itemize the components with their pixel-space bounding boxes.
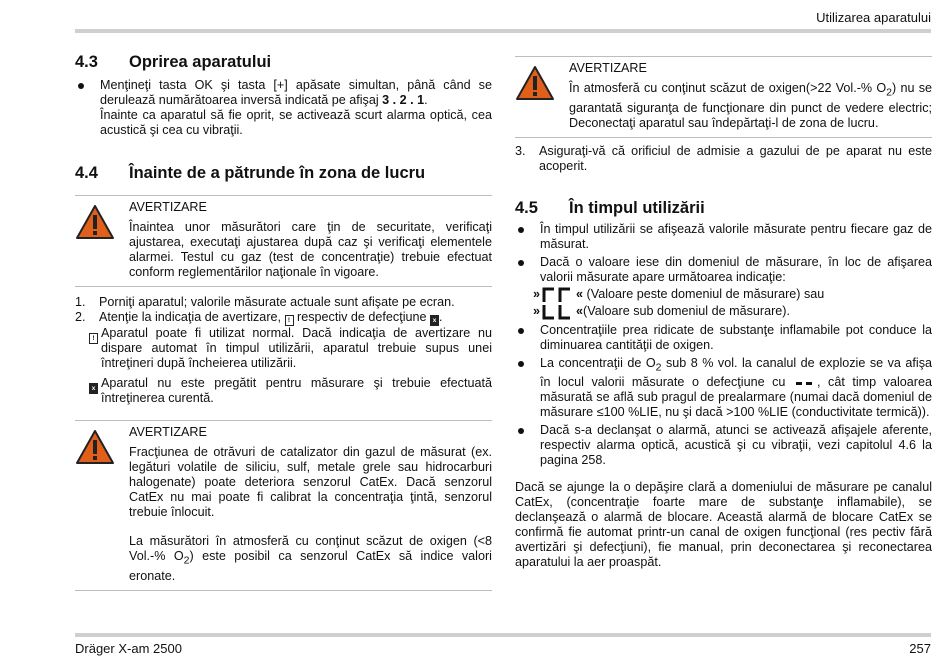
warning-box xyxy=(75,195,492,287)
warning-title: AVERTIZARE xyxy=(129,425,207,439)
list-item: Dacă s-a declanşat o alarmă, atunci se activează afişajele aferente, respectiv alarma optică, acustică şi cu vibraţii, vezi capitolul 4.6 la pagina 258. xyxy=(515,423,932,468)
section-4-3-heading: 4.3 Oprirea aparatului xyxy=(75,53,272,71)
top-rule xyxy=(75,29,931,33)
running-header: Utilizarea aparatului xyxy=(816,10,931,25)
right-column xyxy=(515,52,932,570)
dash-dash-icon xyxy=(795,379,815,387)
warning-text: Înaintea unor măsurători care ţin de securitate, verificaţi ajustarea, executaţi ajustarea după caz şi verificaţi elementele alarmei. Testul cu gaz (test de concentraţie) trebuie efectuat conform reglementărilor naţionale în vigoare. xyxy=(129,220,492,279)
warning-triangle-icon xyxy=(75,425,129,584)
fault-box-icon: x xyxy=(89,383,98,394)
warning-text: La măsurători în atmosferă cu conţinut scăzut de oxigen (<8 Vol.-% $O_2$) este posibil ca senzorul CatEx să indice valori eronate. xyxy=(129,534,492,583)
list-item: Dacă o valoare iese din domeniul de măsurare, în loc de afişarea valorii măsurate apare următoarea indicaţie: xyxy=(515,255,932,285)
warning-box-icon: ! xyxy=(285,315,294,326)
list-item: La concentraţii de $O_2$ sub 8 % vol. la canalul de explozie se va afişa în locul valorii măsurate o defecţiune cu , cât timp valoarea măsurată se află sub pragul de prealarmare (numai dacă domeniul de măsurare ≤100 %LIE, nu şi dacă >100 %LIE (conductivitate termică)). xyxy=(515,356,932,421)
section-4-3-list xyxy=(75,78,492,138)
over-range-icon xyxy=(542,287,574,303)
section-4-4-heading: 4.4 Înainte de a pătrunde în zona de lucru xyxy=(75,164,426,182)
list-item: 3. Asiguraţi-vă că orificiul de admisie a gazului de pe aparat nu este acoperit. xyxy=(515,143,932,173)
section-4-5-list xyxy=(515,323,932,469)
under-range-indicator: » « (Valoare sub domeniul de măsurare). xyxy=(533,304,790,319)
page-number: 257 xyxy=(909,641,931,656)
footer-product: Dräger X-am 2500 xyxy=(75,641,182,656)
warning-triangle-icon xyxy=(75,200,129,280)
section-4-5-heading: 4.5 În timpul utilizării xyxy=(515,198,705,217)
under-range-icon xyxy=(542,304,574,320)
warning-box-icon: ! xyxy=(89,333,98,344)
bottom-rule xyxy=(75,633,931,637)
left-column xyxy=(75,52,492,591)
warning-box xyxy=(75,420,492,591)
warning-triangle-icon xyxy=(515,61,569,131)
list-item: Menţineţi tasta OK şi tasta [+] apăsate simultan, până când se derulează numărătoarea inversă indicată pe afişaj 3 . 2 . 1. Înainte ca aparatul să fie oprit, se activează scurt alarma optică, cea acustică şi cea cu vibraţii. xyxy=(75,78,492,138)
warning-text: Fracţiunea de otrăvuri de catalizator din gazul de măsurat (ex. legături volatile de siliciu, sulf, metale grele sau hidrocarburi halogenate) poate deteriora senzorul CatEx. Dacă senzorul CatEx nu mai poate fi calibrat la concentraţia ţintă, senzorul trebuie înlocuit. xyxy=(129,445,492,519)
steps-list xyxy=(75,295,492,326)
warning-title: AVERTIZARE xyxy=(569,61,647,75)
note-fault: x Aparatul nu este pregătit pentru măsurare şi trebuie efectuată întreţinerea curentă. xyxy=(75,376,492,406)
list-item: În timpul utilizării se afişează valorile măsurate pentru fiecare gaz de măsurat. xyxy=(515,222,932,252)
blocking-alarm-paragraph: Dacă se ajunge la o depăşire clară a domeniului de măsurare pe canalul CatEx, (concentraţie foarte mare de substanţe inflamabile), se declanşează o alarmă de blocare. Această alarmă de blocare CatEx se confirmă fie automat printr-un canal de oxigen funcţional (res pectiv fără avertizări şi defecţiuni), fie manual, prin deconectarea şi reconectarea aparatului la aer proaspăt. xyxy=(515,480,932,570)
list-item: Concentraţiile prea ridicate de substanţe inflamabile pot conduce la diminuarea cantităţii de oxigen. xyxy=(515,323,932,353)
list-item: 2. Atenţie la indicaţia de avertizare, ! respectiv de defecţiune x . xyxy=(75,310,443,324)
warning-box xyxy=(515,56,932,138)
fault-box-icon: x xyxy=(430,315,439,326)
warning-title: AVERTIZARE xyxy=(129,200,207,214)
countdown-display: 3 . 2 . 1 xyxy=(382,93,425,107)
section-4-5-list xyxy=(515,222,932,285)
over-range-indicator: » « (Valoare peste domeniul de măsurare) sau xyxy=(533,287,825,302)
list-item: 1. Porniţi aparatul; valorile măsurate actuale sunt afişate pe ecran. xyxy=(75,295,455,309)
steps-list xyxy=(515,144,932,174)
note-warning: ! Aparatul poate fi utilizat normal. Dacă indicaţia de avertizare nu dispare automat în timpul utilizării, aparatul trebuie supus unei întreţineri după încheierea utilizării. xyxy=(75,326,492,371)
warning-text: În atmosferă cu conţinut scăzut de oxigen(>22 Vol.-% $O_2$) nu se garantată siguranţa de funcţionare din punct de vedere electric; Deconectaţi aparatul sau îndepărtaţi-l de zona de lucru. xyxy=(569,81,932,130)
